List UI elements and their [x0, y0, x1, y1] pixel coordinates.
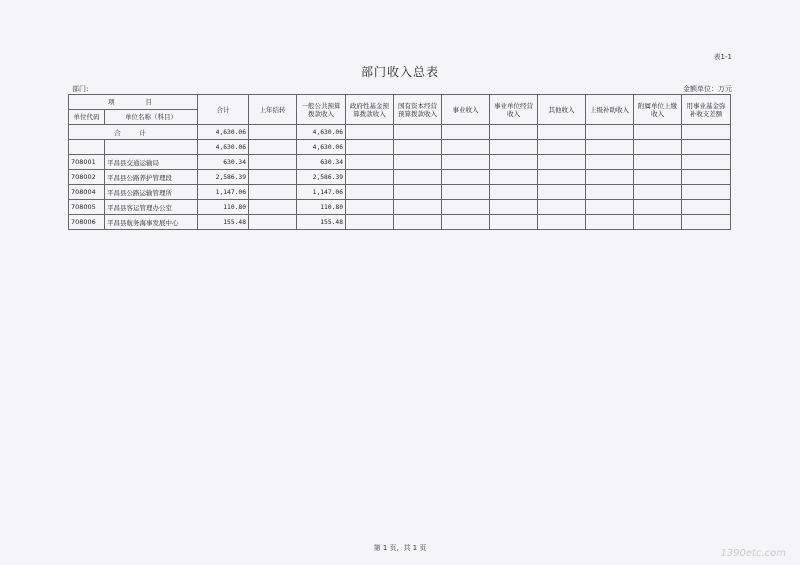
amount-cell	[442, 140, 490, 155]
amount-cell: 630.34	[297, 155, 346, 170]
amount-cell	[394, 200, 442, 215]
column-header: 其他收入	[538, 95, 586, 125]
unit-name-cell: 平昌县航务海事发展中心	[105, 215, 198, 230]
table-row	[69, 200, 731, 215]
amount-cell	[538, 125, 586, 140]
amount-cell	[249, 185, 297, 200]
amount-cell: 2,586.39	[198, 170, 249, 185]
unit-name-cell: 平昌县公路运输管理所	[105, 185, 198, 200]
amount-cell	[394, 125, 442, 140]
amount-cell	[634, 140, 682, 155]
amount-cell: 4,630.06	[198, 140, 249, 155]
column-header: 事业单位经营收入	[490, 95, 538, 125]
amount-cell: 2,586.39	[297, 170, 346, 185]
amount-cell	[682, 185, 731, 200]
unit-name-cell	[105, 140, 198, 155]
amount-cell	[682, 155, 731, 170]
unit-code-cell: 708004	[69, 185, 105, 200]
amount-cell	[346, 125, 394, 140]
unit-code-cell: 708005	[69, 200, 105, 215]
column-header-unit-name: 单位名称（科目）	[105, 110, 198, 125]
table-row	[69, 215, 731, 230]
amount-cell	[586, 185, 634, 200]
amount-cell	[346, 155, 394, 170]
amount-cell: 155.48	[297, 215, 346, 230]
unit-code-cell: 708006	[69, 215, 105, 230]
amount-cell	[634, 215, 682, 230]
amount-cell	[682, 170, 731, 185]
amount-cell: 110.80	[198, 200, 249, 215]
amount-cell	[249, 170, 297, 185]
amount-cell	[249, 155, 297, 170]
unit-code-cell	[69, 140, 105, 155]
amount-cell	[634, 170, 682, 185]
amount-cell	[490, 170, 538, 185]
department-label: 部门:	[72, 85, 89, 93]
form-number: 表1-1	[713, 53, 732, 61]
amount-cell	[538, 200, 586, 215]
amount-cell	[634, 200, 682, 215]
amount-cell: 110.80	[297, 200, 346, 215]
amount-cell	[249, 125, 297, 140]
unit-name-cell: 平昌县交通运输局	[105, 155, 198, 170]
amount-cell: 4,630.06	[297, 125, 346, 140]
amount-cell	[394, 155, 442, 170]
amount-cell	[346, 200, 394, 215]
amount-cell	[490, 215, 538, 230]
amount-cell	[538, 170, 586, 185]
amount-cell	[249, 140, 297, 155]
amount-cell	[682, 125, 731, 140]
column-header: 附属单位上缴收入	[634, 95, 682, 125]
amount-cell	[249, 215, 297, 230]
amount-cell	[586, 200, 634, 215]
column-header: 上年结转	[249, 95, 297, 125]
table-row	[69, 140, 731, 155]
amount-cell	[442, 215, 490, 230]
amount-cell: 630.34	[198, 155, 249, 170]
table-row	[69, 185, 731, 200]
amount-cell	[346, 170, 394, 185]
amount-unit-label: 金额单位：万元	[683, 85, 732, 93]
amount-cell	[682, 200, 731, 215]
table-row-total	[69, 125, 731, 140]
amount-cell: 4,630.06	[198, 125, 249, 140]
amount-cell	[346, 215, 394, 230]
column-header: 用事业基金弥补收支差额	[682, 95, 731, 125]
income-summary-table	[68, 94, 731, 230]
column-header: 政府性基金预算拨款收入	[346, 95, 394, 125]
amount-cell	[442, 170, 490, 185]
column-header: 合计	[198, 95, 249, 125]
column-header: 事业收入	[442, 95, 490, 125]
amount-cell	[394, 215, 442, 230]
amount-cell	[682, 140, 731, 155]
amount-cell	[249, 200, 297, 215]
amount-cell	[538, 215, 586, 230]
unit-name-cell: 平昌县公路养护管理段	[105, 170, 198, 185]
amount-cell	[586, 125, 634, 140]
amount-cell	[490, 185, 538, 200]
amount-cell	[490, 200, 538, 215]
amount-cell: 1,147.06	[297, 185, 346, 200]
amount-cell	[586, 170, 634, 185]
column-header-unit-code: 单位代码	[69, 110, 105, 125]
amount-cell	[634, 125, 682, 140]
group-header-items: 项 目	[69, 95, 198, 110]
total-label: 合 计	[69, 125, 198, 140]
amount-cell	[586, 140, 634, 155]
unit-code-cell: 708001	[69, 155, 105, 170]
page-number: 第 1 页，共 1 页	[373, 544, 427, 552]
amount-cell	[442, 155, 490, 170]
column-header: 一般公共预算拨款收入	[297, 95, 346, 125]
column-header: 上级补助收入	[586, 95, 634, 125]
amount-cell	[394, 170, 442, 185]
amount-cell	[394, 140, 442, 155]
amount-cell	[538, 185, 586, 200]
amount-cell	[586, 215, 634, 230]
amount-cell	[442, 185, 490, 200]
amount-cell	[490, 125, 538, 140]
amount-cell	[682, 215, 731, 230]
page-title: 部门收入总表	[360, 65, 439, 79]
table-row	[69, 155, 731, 170]
table-row	[69, 170, 731, 185]
amount-cell: 1,147.06	[198, 185, 249, 200]
amount-cell: 4,630.06	[297, 140, 346, 155]
amount-cell: 155.48	[198, 215, 249, 230]
amount-cell	[538, 140, 586, 155]
amount-cell	[442, 125, 490, 140]
amount-cell	[490, 140, 538, 155]
amount-cell	[634, 155, 682, 170]
amount-cell	[442, 200, 490, 215]
unit-code-cell: 708002	[69, 170, 105, 185]
amount-cell	[634, 185, 682, 200]
amount-cell	[346, 185, 394, 200]
amount-cell	[586, 155, 634, 170]
column-header: 国有资本经营预算拨款收入	[394, 95, 442, 125]
amount-cell	[394, 185, 442, 200]
watermark: 1390etc.com	[720, 548, 786, 559]
amount-cell	[490, 155, 538, 170]
amount-cell	[346, 140, 394, 155]
unit-name-cell: 平昌县客运管理办公室	[105, 200, 198, 215]
amount-cell	[538, 155, 586, 170]
